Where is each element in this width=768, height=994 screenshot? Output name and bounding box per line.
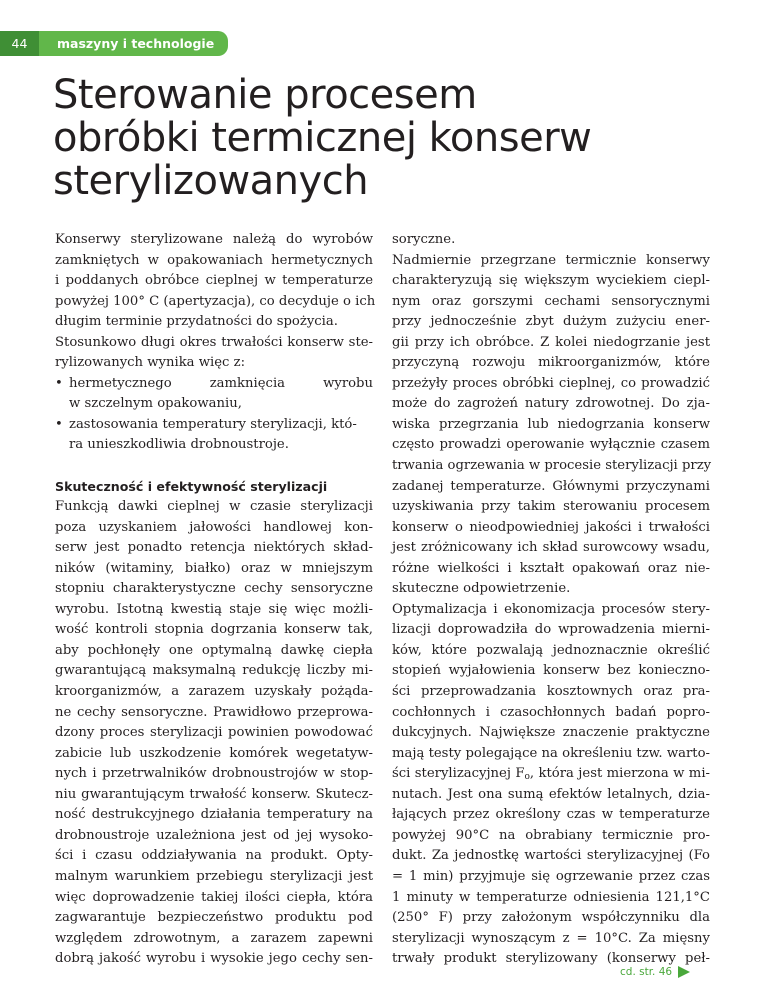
text-line: wość kontroli stopnia dogrzania konserw tak,	[55, 622, 373, 638]
bullet-item-line: • zastosowania temperatury sterylizacji, któ-	[55, 415, 373, 436]
continued-text: cd. str. 46	[620, 966, 673, 978]
text-line: Funkcją dawki cieplnej w czasie sterylizacji	[55, 499, 373, 515]
text-line: może do zagrożeń natury zdrowotnej. Do zja-	[392, 396, 710, 412]
title-line-1: Sterowanie procesem	[53, 72, 477, 118]
text-line: soryczne.	[392, 232, 456, 247]
text-line: Stosunkowo długi okres trwałości konserw ste-	[55, 334, 373, 350]
text-line: stopniu charakterystyczne cechy sensoryczne	[55, 581, 373, 597]
text-line: więc doprowadzenie takiej ilości ciepła, która	[55, 889, 373, 905]
text-line: mają testy polegające na określeniu tzw. warto-	[392, 745, 710, 761]
right-column	[392, 230, 710, 970]
text-line: serw jest ponadto retencja niektórych skład-	[55, 540, 373, 556]
text-line: ne cechy sensoryczne. Prawidłowo przeprowa-	[55, 704, 373, 720]
text-line: poza uzyskaniem jałowości handlowej kon-	[55, 519, 373, 535]
bullet-list	[55, 374, 373, 456]
bullet-item-line: • hermetycznego zamknięcia wyrobu	[55, 374, 373, 395]
text-line: zadanej temperaturze. Głównymi przyczynami	[392, 478, 710, 494]
text-line: ków, które pozwalają jednoznacznie określić	[392, 642, 710, 658]
subheading: Skuteczność i efektywność sterylizacji	[55, 478, 328, 494]
text-line: dukcyjnych. Największe znaczenie praktyczne	[392, 725, 710, 741]
right-paragraph-a	[392, 230, 710, 764]
text-line: przyczyną rozwoju mikroorganizmów, które	[392, 355, 710, 371]
left-column	[55, 230, 376, 970]
text-line: niu gwarantującym trwałość konserw. Skutecz-	[55, 786, 373, 802]
text-line: zamkniętych w opakowaniach hermetycznych	[55, 252, 373, 268]
page-number: 44	[0, 31, 39, 56]
continued-link[interactable]	[620, 966, 690, 978]
text-line: dukt. Za jednostkę wartości sterylizacyjnej (Fo	[392, 848, 710, 864]
text-line: wyrobu. Istotną kwestią staje się więc możli-	[55, 601, 373, 617]
text-line: nutach. Jest ona sumą efektów letalnych, dzia-	[392, 786, 710, 802]
text-line: sterylizacji wynoszącym z = 10°C. Za mięsny	[392, 930, 710, 946]
text-line: aby pochłonęły one optymalną dawkę ciepła	[55, 642, 373, 658]
text-line: konserw o nieodpowiedniej jakości i trwałości	[392, 519, 710, 535]
text-line: drobnoustroje uzależniona jest od jej wysoko-	[55, 827, 373, 843]
text-line: trwania ogrzewania w procesie sterylizacji przy	[392, 458, 712, 474]
text-line: skuteczne odpowietrzenie.	[392, 581, 571, 597]
text-line: charakteryzują się większym wyciekiem ciepl-	[392, 273, 710, 289]
text-line: łających przez określony czas w temperaturze	[392, 807, 710, 823]
text-line: dobrą jakość wyrobu i wysokie jego cechy sen-	[55, 951, 373, 967]
text-line: (250° F) przy założonym współczynniku dla	[392, 910, 710, 926]
text-line: powyżej 100° C (apertyzacja), co decyduje o ich	[55, 293, 376, 309]
intro-paragraph	[55, 230, 376, 374]
text-line: długim terminie przydatności do spożycia.	[55, 314, 338, 330]
text-line: względem zdrowotnym, a zarazem zapewni	[55, 930, 373, 946]
text-line: malnym warunkiem przebiegu sterylizacji jest	[55, 868, 373, 884]
article-title	[53, 74, 713, 203]
body-paragraph	[55, 497, 373, 970]
right-paragraph-b	[392, 785, 710, 970]
text-line: gii przy ich obróbce. Z kolei niedogrzanie jest	[392, 334, 710, 350]
text-line: różne wielkości i kształt opakowań oraz nie-	[392, 560, 710, 576]
text-line: i poddanych obróbce cieplnej w temperaturze	[55, 273, 373, 289]
text-line: trwały produkt sterylizowany (konserwy peł-	[392, 951, 710, 967]
text-line: jest zróżnicowany ich skład surowcowy wsadu,	[392, 540, 710, 556]
text-line: = 1 min) przyjmuje się ogrzewanie przez czas	[392, 868, 710, 884]
text-line: 1 minuty w temperaturze odniesienia 121,1°C	[392, 889, 710, 905]
text-line: cochłonnych i czasochłonnych badań popro-	[392, 704, 710, 720]
text-line: stopień wyjałowienia konserw bez konieczno-	[392, 663, 710, 679]
text-line: nym oraz gorszymi cechami sensorycznymi	[392, 293, 710, 309]
text-line: Nadmiernie przegrzane termicznie konserwy	[392, 252, 710, 268]
title-line-2: obróbki termicznej konserw	[53, 115, 592, 161]
text-line: często prowadzi operowanie wyłącznie czasem	[392, 437, 710, 453]
text-line: przeżyły proces obróbki cieplnej, co prowadzić	[392, 375, 710, 391]
text-line: wiska przegrzania lub niedogrzania konserw	[392, 416, 710, 432]
text-line: ści przeprowadzania kosztownych oraz pra-	[392, 684, 710, 700]
text-line: ników (witaminy, białko) oraz w mniejszym	[55, 560, 373, 576]
bullet-item-line: ra unieszkodliwia drobnoustroje.	[69, 437, 289, 453]
text-line: Konserwy sterylizowane należą do wyrobów	[55, 232, 373, 247]
text-line: nych i przetrwalników drobnoustrojów w stop-	[55, 766, 373, 782]
text-line: rylizowanych wynika więc z:	[55, 355, 246, 371]
bullet-item-line: w szczelnym opakowaniu,	[69, 396, 242, 412]
text-line: uzyskiwania przy takim sterowaniu procesem	[392, 499, 710, 515]
bullet-icon: •	[55, 375, 63, 391]
text-line: kroorganizmów, a zarazem uzyskały pożąda-	[55, 684, 373, 700]
text-line: gwarantującą maksymalną redukcję liczby mi-	[55, 663, 373, 679]
text-line-fo: ści sterylizacyjnej $F_o$, która jest mierzona w mi-	[392, 766, 710, 783]
arrow-right-icon	[678, 966, 690, 978]
text-line: zagwarantuje bezpieczeństwo produktu pod	[55, 910, 373, 926]
text-line: zabicie lub uszkodzenie komórek wegetatyw-	[55, 745, 373, 761]
text-line: dzony proces sterylizacji powinien powodować	[55, 725, 373, 741]
section-label: maszyny i technologie	[57, 36, 215, 51]
title-line-3: sterylizowanych	[53, 158, 369, 204]
text-line: Optymalizacja i ekonomizacja procesów stery-	[392, 601, 710, 617]
text-line: ści i czasu oddziaływania na produkt. Opty-	[55, 848, 373, 864]
text-line: ność destrukcyjnego działania temperatury na	[55, 807, 373, 823]
text-line: przy jednocześnie zbyt dużym zużyciu ener-	[392, 314, 710, 330]
text-line: powyżej 90°C na obrabiany termicznie pro-	[392, 827, 710, 843]
bullet-icon: •	[55, 416, 63, 432]
text-line: lizacji doprowadziła do wprowadzenia mierni-	[392, 622, 710, 638]
